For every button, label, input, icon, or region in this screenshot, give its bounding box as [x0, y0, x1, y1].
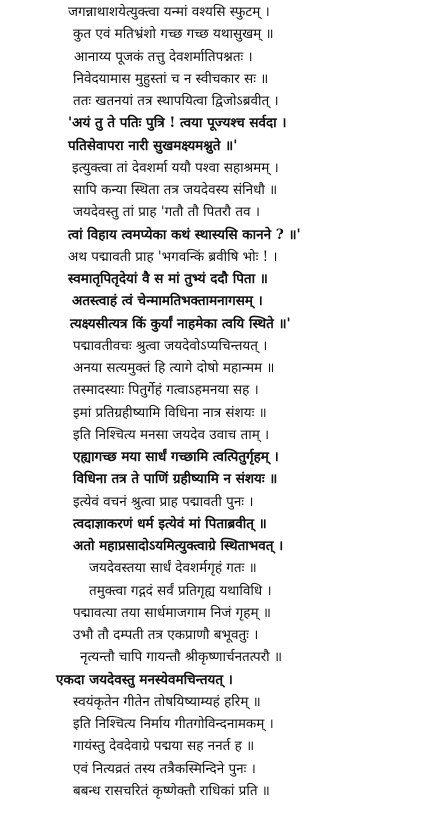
verse-line-8: इत्युक्त्वा तां देवशर्मा ययौ पश्वा सहाश्रमम् ।: [72, 159, 279, 176]
verse-line-7: पतिसेवापरा नारी सुखमक्ष्यमश्नुते ॥': [68, 137, 238, 154]
verse-line-12: अथ पद्मावती प्राह 'भगवन्किं ब्रवीषि भोः ! ।: [68, 248, 278, 265]
verse-line-9: सापि कन्या स्थिता तत्र जयदेवस्य संनिधौ ॥: [73, 182, 278, 198]
verse-line-16: पद्मावतीवचः श्रुत्वा जयदेवोऽप्यचिन्तयत् ।: [73, 337, 268, 354]
verse-line-34: गायंस्तु देवदेवाग्रे पद्मया सह ननर्त ह ॥: [73, 738, 255, 755]
verse-line-27: तमुक्त्वा गद्गदं सर्वं प्रतिगृह्य यथाविधि ।: [89, 582, 272, 599]
verse-line-26: जयदेवस्तया सार्धं देवशर्मगृहं गतः ॥: [89, 560, 257, 577]
verse-line-35: एवं नित्यव्रतं तस्य तत्रैकस्मिन्दिने पुनः ।: [73, 760, 256, 777]
verse-line-14: अतस्त्वाहं त्वं चेन्मामतिभक्तामनागसम् ।: [72, 293, 263, 310]
verse-line-4: निवेदयामास मुहुस्तां च न स्वीचकार सः ॥: [73, 70, 269, 87]
verse-line-21: एह्यागच्छ मया सार्धं गच्छामि त्वत्पितुर्गृहम् ।: [73, 449, 279, 465]
verse-line-31: एकदा जयदेवस्तु मनस्येवमचिन्तयत् ।: [56, 671, 233, 688]
verse-line-28: पद्मावत्या तया सार्धमाजगाम निजं गृहम् ॥: [73, 604, 271, 621]
verse-line-1: जगन्नाथाशयेत्युक्त्वा यन्मां वश्यसि स्फुटम् ।: [68, 4, 270, 20]
verse-line-10: जयदेवस्तु तां प्राह 'गतौ तौ पितरौ तव ।: [73, 204, 260, 221]
verse-line-22: विधिना तत्र ते पाणिं ग्रहीष्यामि न संशयः ॥: [73, 471, 278, 488]
verse-line-23: इत्येवं वचनं श्रुत्वा प्राह पद्मावती पुनः ।: [73, 493, 254, 510]
verse-line-30: नृत्यन्तौ चापि गायन्तौ श्रीकृष्णार्चनतत्परौ ॥: [80, 649, 283, 666]
verse-line-17: अनया सत्यमुक्तं हि त्यागे दोषो महान्मम ॥: [73, 360, 275, 376]
verse-line-19: इमां प्रतिग्रहीष्यामि विधिना नात्र संशयः ॥: [73, 404, 267, 421]
verse-line-3: आनाय्य पूजकं तत्तु देवशर्मातिपश्नतः ।: [74, 48, 253, 65]
verse-line-36: बबन्ध रासचरितं कृष्णेक्तौ राधिकां प्रति ॥: [73, 782, 270, 799]
verse-line-15: त्यक्ष्यसीत्यत्र किं कुर्यां नाहमेका त्वयि स्थिते ॥': [70, 315, 291, 332]
verse-line-20: इति निश्चित्य मनसा जयदेव उवाच ताम् ।: [73, 426, 270, 443]
verse-line-25: अतो महाप्रसादोऽयमित्युक्त्वाग्रे स्थिताभवत् ।: [73, 538, 284, 554]
verse-line-33: इति निश्चित्य निर्माय गीतगोविन्दनामकम् ।: [73, 716, 274, 732]
verse-line-6: 'अयं तु ते पतिः पुत्रि ! त्वया पूज्यश्च सर्वदा ।: [68, 115, 287, 132]
verse-line-29: उभौ तौ दम्पती तत्र एकप्राणौ बभूवतुः ।: [73, 627, 259, 643]
verse-line-11: त्वां विहाय त्वमप्येका कथं स्थास्यसि कानने ? ॥': [68, 226, 301, 243]
verse-line-24: त्वदाज्ञाकरणं धर्म इत्येवं मां पिताब्रवीत् ॥: [73, 515, 267, 532]
verse-line-18: तस्मादस्याः पितुर्गेहं गत्वाऽहमनया सह ।: [73, 382, 259, 399]
verse-line-5: ततः खतनयां तत्र स्थापयित्वा द्विजोऽब्रवीत् ।: [73, 93, 279, 109]
verse-line-13: स्वमातृपितृदेयां वै स मां तुभ्यं ददौ पिता ॥: [68, 271, 268, 287]
verse-line-32: स्वयंकृतेन गीतेन तोषयिष्याम्यहं हरिम् ॥: [73, 693, 261, 710]
verse-line-2: कुत एवं मतिभ्रंशो गच्छ गच्छ यथासुखम् ॥: [73, 26, 274, 43]
